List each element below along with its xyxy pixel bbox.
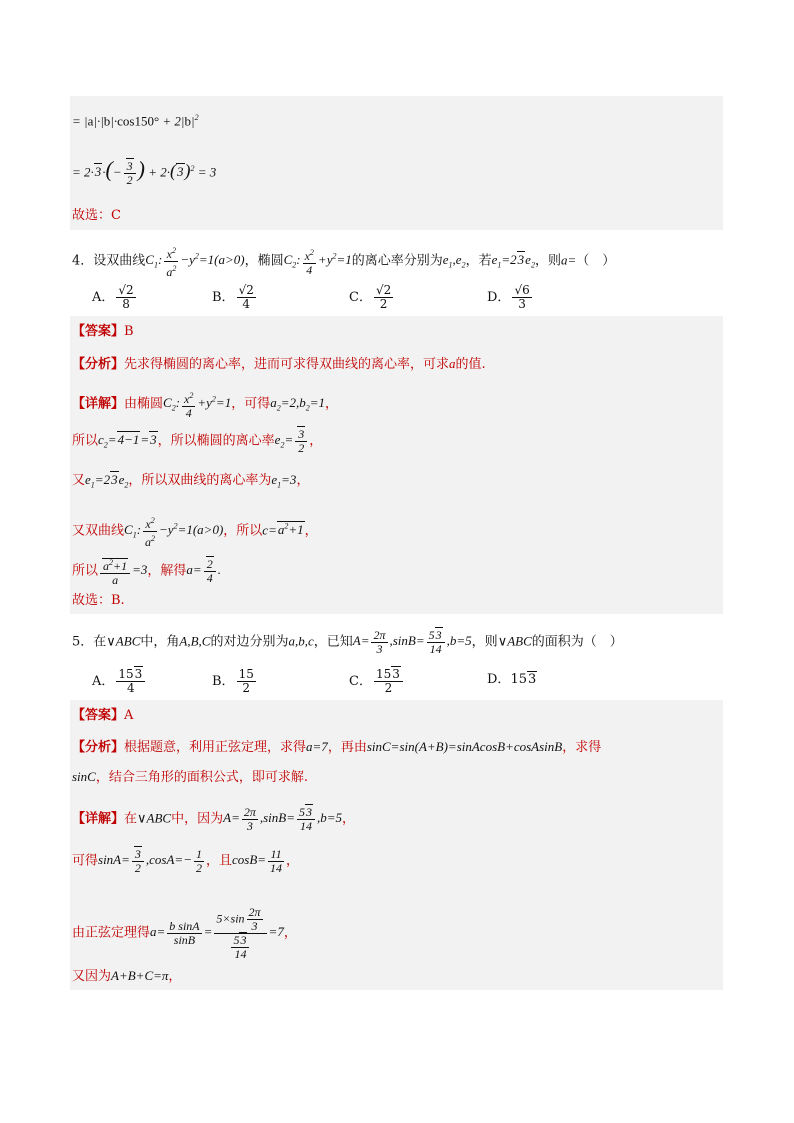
- q4-detail-4: 又双曲线$C_1$: $\frac{x^2}{a^2}$ $-y^2=1(a>0)$，所以$c=a^2+1$，: [72, 516, 318, 549]
- q4-analysis: 【分析】先求得椭圆的离心率，进而可求得双曲线的离心率，可求a的值.: [72, 356, 486, 372]
- q4-detail-2: 所以$c_2=4-1=3$，所以椭圆的离心率$e_2=$ $\frac{3}{2}$ ，: [72, 427, 323, 455]
- q4-choice: 故选：B.: [72, 593, 125, 608]
- q5-answer: 【答案】A: [72, 708, 134, 723]
- q4-option-c[interactable]: C． $\frac{√2}{2}$: [349, 283, 392, 311]
- q5-option-d[interactable]: D．153: [487, 672, 537, 687]
- q4-detail-5: 所以 $\frac{a^2+1}{a}$ =3，解得a= $\frac{2}{4}$ .: [72, 557, 221, 587]
- q5-option-b[interactable]: B． $\frac{15}{2}$: [212, 667, 254, 695]
- q5-option-a[interactable]: A． $\frac{153}{4}$: [92, 668, 147, 695]
- q5-number: 5．: [72, 634, 94, 650]
- prev-choice: 故选：C: [72, 208, 121, 223]
- prev-eq1: = $|a|\cdot|b|\cdot\cos 150^\circ + 2|b|^2$: [72, 113, 199, 129]
- q4-stem-f: （ ）: [576, 253, 616, 269]
- q4-stem-a: 设双曲线: [93, 253, 146, 269]
- q4-detail-1: 【详解】由椭圆$C_2$: $\frac{x^2}{4}$ $+y^2=1$，可得$a_2=2,b_2=1$，: [72, 391, 339, 420]
- q5-detail-3: 由正弦定理得a= $\frac{\text{b sinA}}{\sin B}$ = 5×sin $\frac{2\pi}{3}$ $\frac{53}{14}$ =7，: [72, 905, 297, 961]
- q4-stem-e: ，则: [534, 253, 561, 269]
- q5-detail-4: 又因为A+B+C=π，: [72, 968, 182, 984]
- q5-option-c[interactable]: C． $\frac{153}{2}$: [349, 668, 405, 695]
- q4-stem-c: 的离心率分别为: [351, 253, 443, 269]
- q4-answer: 【答案】B: [72, 324, 134, 339]
- q5-detail-2: 可得sinA= $\frac{3}{2}$ ,cosA=− $\frac{1}{2}$ ，且cosB= $\frac{11}{14}$ ，: [72, 847, 300, 875]
- q5-analysis-1: 【分析】根据题意，利用正弦定理，求得a=7，再由sinC=sin(A+B)=sinAcosB+cosAsinB，求得: [72, 739, 602, 755]
- q4-option-b[interactable]: B． $\frac{√2}{4}$: [212, 283, 254, 311]
- q5-analysis-2: sinC，结合三角形的面积公式，即可求解.: [72, 769, 308, 785]
- prev-eq2: = 2·3·(− $\frac{3}{2}$ ) + $2\cdot(3)^2 = 3$: [72, 156, 217, 187]
- q5-stem: 5．在∨ABC中，角A,B,C的对边分别为a,b,c，已知A= $\frac{2\pi}{3}$ ,sinB= $\frac{53}{14}$ ,b=5，则∨ABC的面积为（ ）: [72, 628, 623, 656]
- q4-stem-d: ，若: [465, 253, 492, 269]
- q4-number: 4．: [72, 253, 94, 269]
- q4-option-a[interactable]: A． $\frac{√2}{8}$: [92, 283, 134, 311]
- q4-stem: 4．设双曲线$C_1$: $\frac{x^2}{a^2}$ $-y^2=1(a>0)$，椭圆$C_2$: $\frac{x^2}{4}$ $+y^2=1$的离心率分别为$e_1,e_2$，若$e_1=23e_2$，则a=（ ）: [72, 246, 616, 279]
- q4-detail-3: 又$e_1=23e_2$，所以双曲线的离心率为$e_1=3$，: [72, 472, 310, 490]
- q5-detail-1: 【详解】在∨ABC中，因为A= $\frac{2\pi}{3}$ ,sinB= $\frac{53}{14}$ ,b=5，: [72, 805, 356, 833]
- q4-option-d[interactable]: D． $\frac{√6}{3}$: [487, 283, 530, 311]
- q4-stem-b: ，椭圆: [244, 253, 284, 269]
